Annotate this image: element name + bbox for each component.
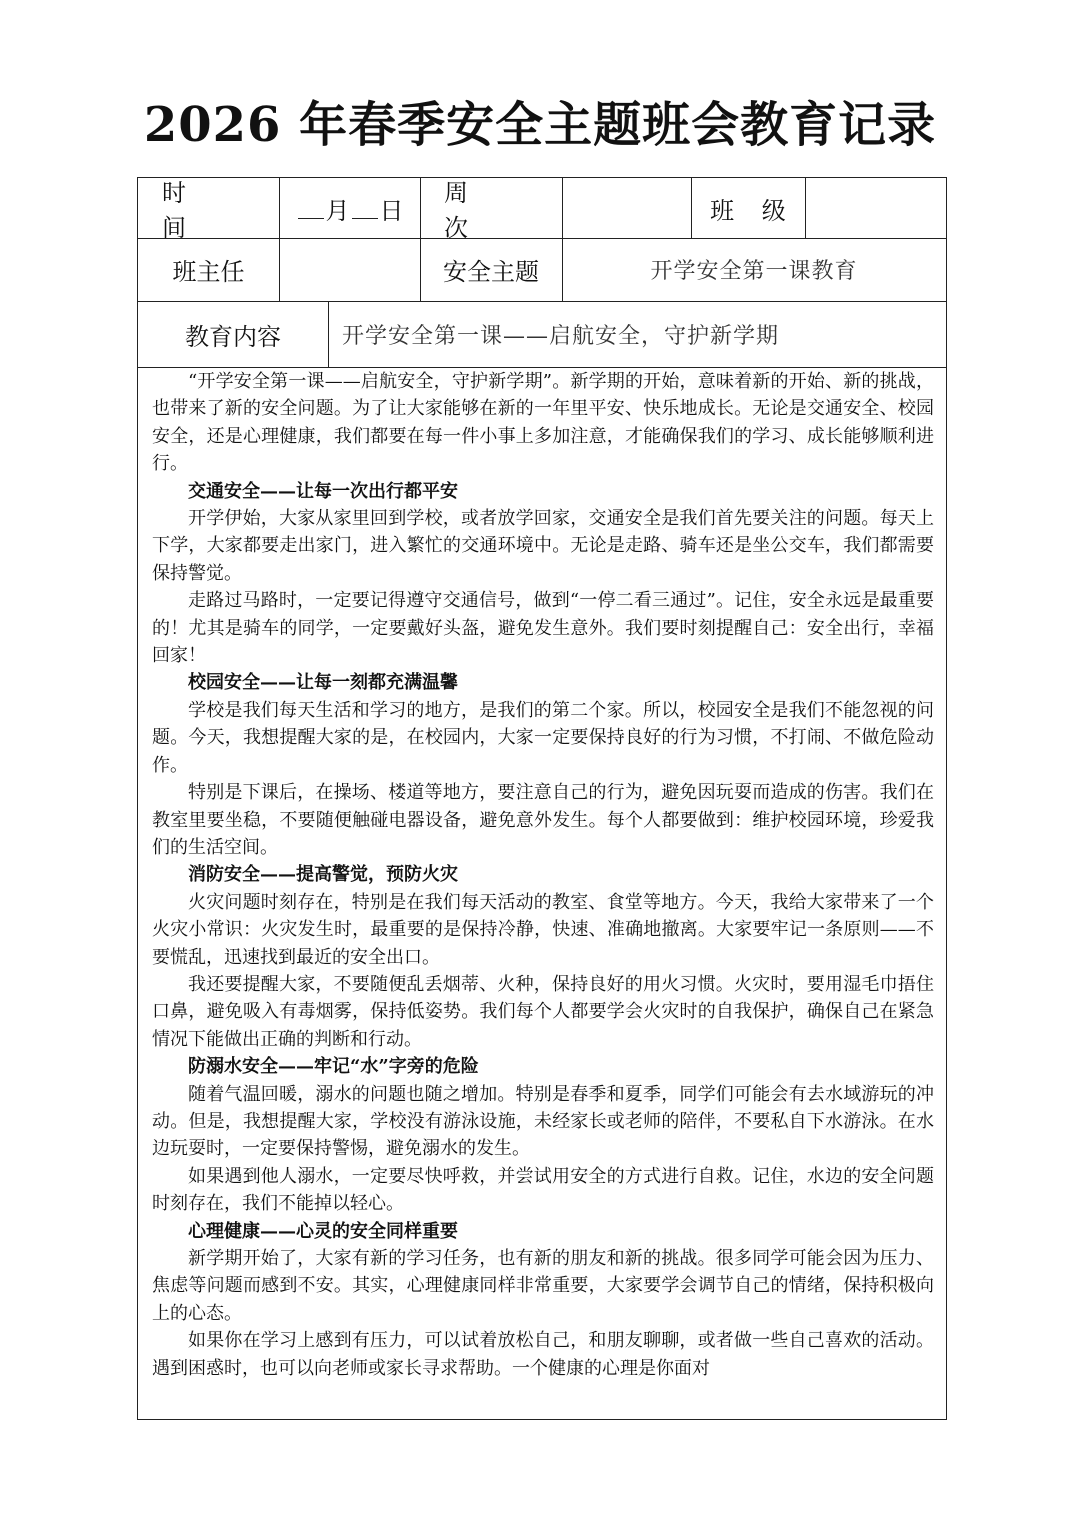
week-value[interactable] bbox=[562, 178, 691, 238]
paragraph: 随着气温回暖，溺水的问题也随之增加。特别是春季和夏季，同学们可能会有去水域游玩的冲动。但是，我想提醒大家，学校没有游泳设施，未经家长或老师的陪伴，不要私自下水游泳。在水边玩耍时，一定要保持警惕，避免溺水的发生。 bbox=[152, 1083, 934, 1160]
week-label: 周 次 bbox=[444, 179, 492, 242]
section-heading: 防溺水安全——牢记“水”字旁的危险 bbox=[188, 1056, 479, 1078]
time-label: 时 间 bbox=[162, 179, 210, 242]
paragraph: 如果你在学习上感到有压力，可以试着放松自己，和朋友聊聊，或者做一些自己喜欢的活动。遇到困惑时，也可以向老师或家长寻求帮助。一个健康的心理是你面对 bbox=[152, 1330, 934, 1379]
section-heading: 消防安全——提高警觉，预防火灾 bbox=[188, 864, 458, 886]
teacher-value[interactable] bbox=[279, 238, 420, 301]
day-label: 日 bbox=[379, 196, 404, 225]
class-label: 班 级 bbox=[710, 196, 796, 225]
paragraph: 特别是下课后，在操场、楼道等地方，要注意自己的行为，避免因玩耍而造成的伤害。我们在教室里要坐稳，不要随便触碰电器设备，避免意外发生。每个人都要做到：维护校园环境，珍爱我们的生活空间。 bbox=[152, 782, 934, 858]
paragraph: 学校是我们每天生活和学习的地方，是我们的第二个家。所以，校园安全是我们不能忽视的问题。今天，我想提醒大家的是，在校园内，大家一定要保持良好的行为习惯，不打闹、不做危险动作。 bbox=[152, 699, 934, 776]
class-value[interactable] bbox=[805, 178, 946, 238]
topic-label: 安全主题 bbox=[443, 258, 539, 286]
paragraph: 我还要提醒大家，不要随便乱丢烟蒂、火种，保持良好的用火习惯。火灾时，要用湿毛巾捂住口鼻，避免吸入有毒烟雾，保持低姿势。我们每个人都要学会火灾时的自我保护，确保自己在紧急情况下能做出正确的判断和行动。 bbox=[152, 973, 934, 1050]
date-field[interactable] bbox=[279, 178, 420, 238]
content-value: 开学安全第一课——启航安全，守护新学期 bbox=[342, 323, 780, 349]
paragraph: 如果遇到他人溺水，一定要尽快呼救，并尝试用安全的方式进行自救。记住，水边的安全问题时刻存在，我们不能掉以轻心。 bbox=[152, 1165, 934, 1215]
paragraph: 开学伊始，大家从家里回到学校，或者放学回家，交通安全是我们首先要关注的问题。每天上下学，大家都要走出家门，进入繁忙的交通环境中。无论是走路、骑车还是坐公交车，我们都需要保持警觉。 bbox=[152, 508, 934, 584]
record-table bbox=[137, 177, 947, 1420]
section-heading: 心理健康——心灵的安全同样重要 bbox=[188, 1220, 458, 1242]
record-body bbox=[138, 368, 946, 1382]
topic-value: 开学安全第一课教育 bbox=[650, 259, 858, 284]
month-label: 月 bbox=[325, 196, 350, 225]
paragraph: 新学期开始了，大家有新的学习任务，也有新的朋友和新的挑战。很多同学可能会因为压力、焦虑等问题而感到不安。其实，心理健康同样非常重要，大家要学会调节自己的情绪，保持积极向上的心态。 bbox=[152, 1248, 934, 1324]
paragraph: “开学安全第一课——启航安全，守护新学期”。新学期的开始，意味着新的开始、新的挑战，也带来了新的安全问题。为了让大家能够在新的一年里平安、快乐地成长。无论是交通安全、校园安全，还是心理健康，我们都要在每一件小事上多加注意，才能确保我们的学习、成长能够顺利进行。 bbox=[152, 371, 934, 475]
teacher-label: 班主任 bbox=[172, 258, 245, 286]
section-heading: 交通安全——让每一次出行都平安 bbox=[188, 480, 458, 502]
section-heading: 校园安全——让每一刻都充满温馨 bbox=[188, 672, 458, 694]
paragraph: 火灾问题时刻存在，特别是在我们每天活动的教室、食堂等地方。今天，我给大家带来了一个火灾小常识：火灾发生时，最重要的是保持冷静，快速、准确地撤离。大家要牢记一条原则——不要慌乱，迅速找到最近的安全出口。 bbox=[152, 891, 934, 968]
page-title: 2026 年春季安全主题班会教育记录 bbox=[143, 97, 937, 153]
content-label: 教育内容 bbox=[185, 322, 281, 351]
paragraph: 走路过马路时，一定要记得遵守交通信号，做到“一停二看三通过”。记住，安全永远是最重要的！尤其是骑车的同学，一定要戴好头盔，避免发生意外。我们要时刻提醒自己：安全出行，幸福回家！ bbox=[152, 590, 934, 667]
